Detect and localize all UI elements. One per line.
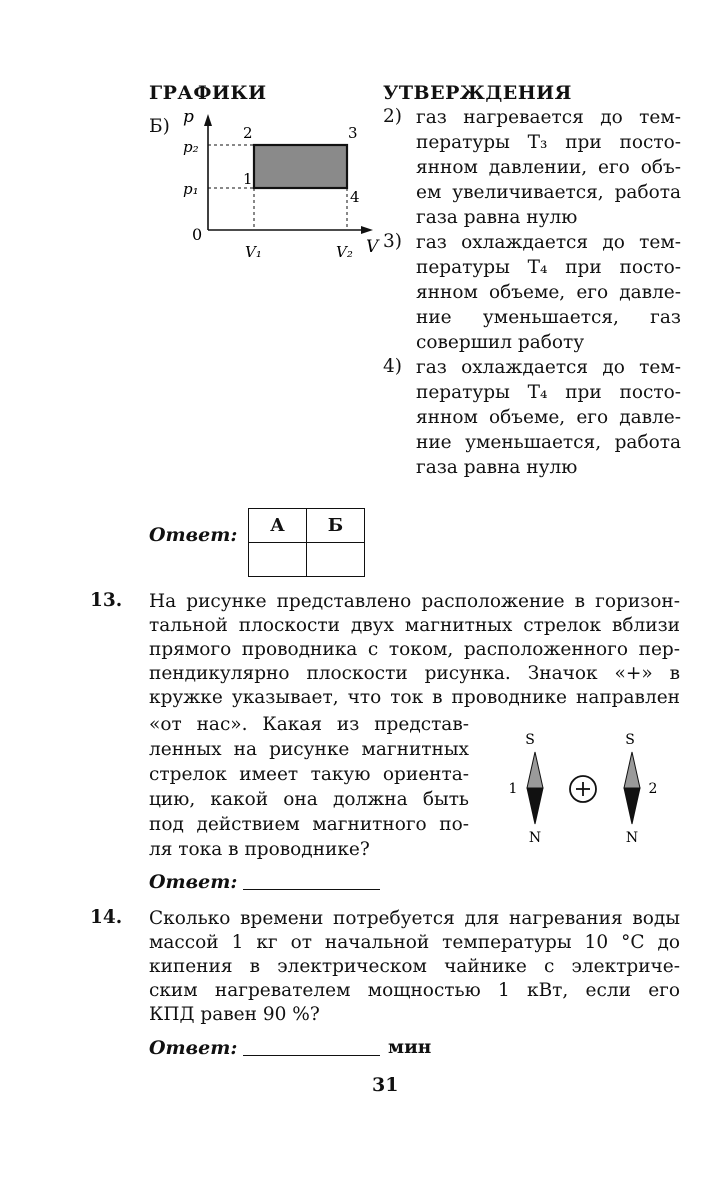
statement-4-line: янном объеме, его давле- [416, 407, 681, 428]
needle-1-south-half [527, 752, 543, 788]
answer-col-a-header: А [249, 509, 307, 543]
q14-line: ским нагревателем мощностью 1 кВт, если его [149, 980, 680, 1001]
pv-graph [170, 112, 385, 262]
q13-number: 13. [90, 590, 123, 611]
v2-label: V₂ [336, 243, 353, 261]
y-axis-label: p [183, 112, 194, 127]
statement-2-line: ем увеличивается, работа [416, 182, 681, 203]
needle-2-north-half [624, 788, 640, 824]
q13-line: тальной плоскости двух магнитных стрелок вблизи [149, 615, 680, 636]
x-axis-arrow [361, 226, 373, 234]
statement-3-line: ние уменьшается, газ [416, 307, 681, 328]
q13-line: под действием магнитного по- [149, 814, 469, 835]
q13-line: ля тока в проводнике? [149, 839, 370, 860]
needle-1-label: 1 [508, 781, 518, 797]
answer-col-b-header: Б [307, 509, 365, 543]
answer-unit-14: мин [388, 1037, 432, 1058]
statement-3-number: 3) [383, 231, 402, 252]
q13-line: На рисунке представлено расположение в горизон- [149, 591, 680, 612]
page-number: 31 [372, 1074, 399, 1096]
needle-2-south-half [624, 752, 640, 788]
answer-blank-13[interactable] [243, 889, 380, 890]
q13-line: «от нас». Какая из представ- [149, 714, 469, 735]
statement-4-line: ние уменьшается, работа [416, 432, 681, 453]
magnetic-needles-figure [495, 726, 675, 852]
q13-line: прямого проводника с током, расположенного пер- [149, 639, 680, 660]
point-4: 4 [350, 188, 360, 206]
q14-number: 14. [90, 907, 123, 928]
needle-1-south-label: S [525, 732, 535, 748]
statement-4-number: 4) [383, 356, 402, 377]
answer-cell-a[interactable] [249, 543, 307, 577]
needle-1-north-half [527, 788, 543, 824]
q13-line: стрелок имеет такую ориента- [149, 764, 469, 785]
statement-3-line: газ охлаждается до тем- [416, 232, 681, 253]
statement-4-line: пературы T₄ при посто- [416, 382, 681, 403]
needle-2-south-label: S [625, 732, 635, 748]
q14-line: массой 1 кг от начальной температуры 10 °С до [149, 932, 680, 953]
needle-2-north-label: N [625, 830, 639, 846]
answer-table [248, 508, 365, 577]
q13-line: кружке указывает, что ток в проводнике направлен [149, 687, 680, 708]
q13-line: пендикулярно плоскости рисунка. Значок «+» в [149, 663, 680, 684]
cycle-rectangle [254, 145, 347, 188]
statement-3-line: совершил работу [416, 332, 585, 353]
statement-3-line: пературы T₄ при посто- [416, 257, 681, 278]
x-axis-label: V [366, 237, 379, 257]
answer-blank-14[interactable] [243, 1055, 380, 1056]
q13-line: ленных на рисунке магнитных [149, 739, 469, 760]
answer-label-12: Ответ: [149, 524, 238, 546]
origin-label: 0 [192, 225, 203, 244]
q14-line: Сколько времени потребуется для нагревания воды [149, 908, 680, 929]
q14-line: кипения в электрическом чайнике с электриче- [149, 956, 680, 977]
q14-line: КПД равен 90 %? [149, 1004, 320, 1025]
p1-label: p₁ [183, 180, 199, 198]
statements-header: УТВЕРЖДЕНИЯ [383, 82, 572, 104]
point-2: 2 [243, 124, 253, 142]
y-axis-arrow [204, 114, 212, 126]
statement-2-line: газ нагревается до тем- [416, 107, 681, 128]
point-3: 3 [348, 124, 358, 142]
needle-1-north-label: N [528, 830, 542, 846]
p2-label: p₂ [183, 138, 199, 156]
statement-2-number: 2) [383, 106, 402, 127]
statement-2-line: газа равна нулю [416, 207, 578, 228]
statement-4-line: газа равна нулю [416, 457, 578, 478]
graphs-header: ГРАФИКИ [149, 82, 267, 104]
statement-2-line: янном давлении, его объ- [416, 157, 681, 178]
q13-line: цию, какой она должна быть [149, 789, 469, 810]
answer-label-14: Ответ: [149, 1037, 238, 1059]
statement-4-line: газ охлаждается до тем- [416, 357, 681, 378]
answer-cell-b[interactable] [307, 543, 365, 577]
point-1: 1 [243, 170, 253, 188]
statement-3-line: янном объеме, его давле- [416, 282, 681, 303]
graph-label: Б) [149, 116, 170, 137]
statement-2-line: пературы T₃ при посто- [416, 132, 681, 153]
v1-label: V₁ [245, 243, 262, 261]
needle-2-label: 2 [648, 781, 658, 797]
answer-label-13: Ответ: [149, 871, 238, 893]
